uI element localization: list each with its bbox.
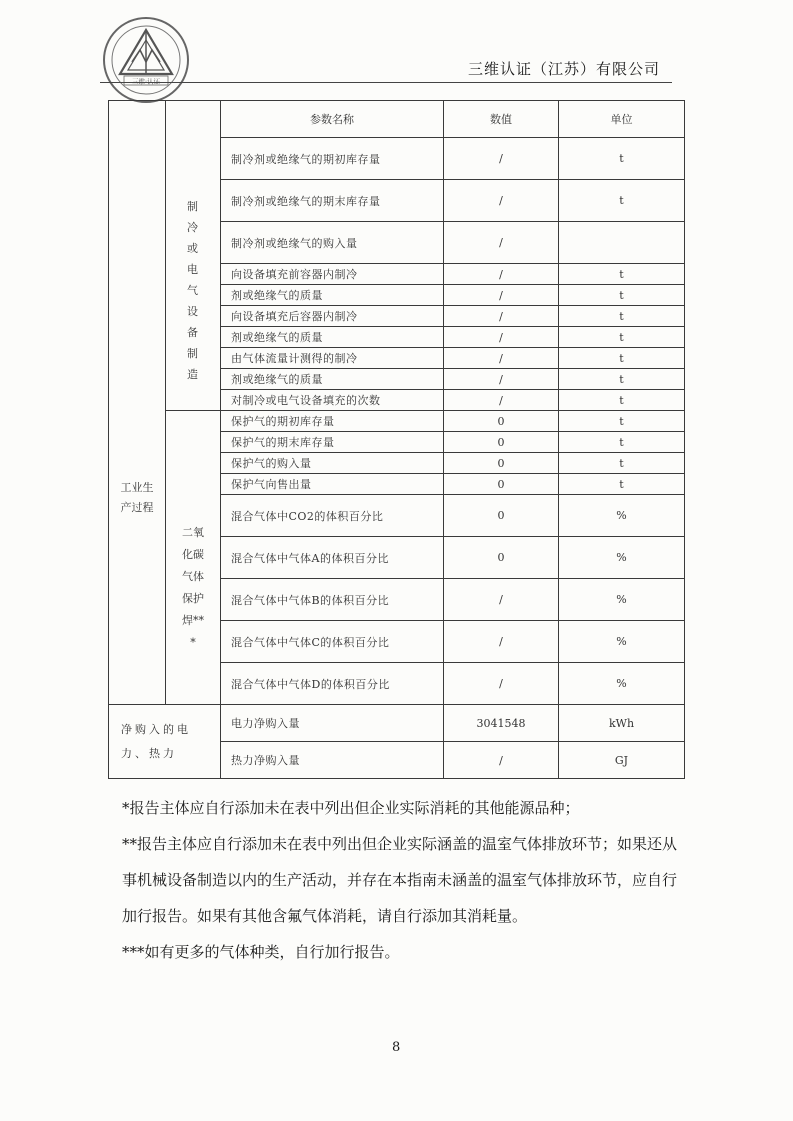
footnote-1: *报告主体应自行添加未在表中列出但企业实际消耗的其他能源品种； [122, 799, 580, 817]
header-rule [100, 82, 672, 83]
table-row: 向设备填充后容器内制冷 / t [109, 306, 685, 327]
col-header-param: 参数名称 [221, 101, 444, 138]
table-row: 制冷剂或绝缘气的期初库存量 / t [109, 138, 685, 180]
footnotes [122, 790, 682, 970]
footnote-2: **报告主体应自行添加未在表中列出但企业实际涵盖的温室气体排放环节；如果还从事机械设备制造以内的生产活动，并存在本指南未涵盖的温室气体排放环节，应自行加行报告。如果有其他含氟气体消耗，请自行添加其消耗量。 [122, 835, 678, 925]
table-row: 剂或绝缘气的质量 / t [109, 285, 685, 306]
table-row: 制冷剂或绝缘气的购入量 / [109, 222, 685, 264]
company-logo-seal [100, 14, 192, 106]
table-row: 混合气体中气体C的体积百分比 / % [109, 621, 685, 663]
table-row: 混合气体中气体B的体积百分比 / % [109, 579, 685, 621]
category-purchased-energy: 净购入的电力、热力 [109, 705, 221, 779]
table-row: 对制冷或电气设备填充的次数 / t [109, 390, 685, 411]
table-row: 混合气体中CO2的体积百分比 0 % [109, 495, 685, 537]
group-refrigeration: 制冷或电气设备制造 [166, 101, 221, 411]
parameter-table [108, 100, 685, 779]
table-row: 剂或绝缘气的质量 / t [109, 369, 685, 390]
table-row: 混合气体中气体D的体积百分比 / % [109, 663, 685, 705]
logo-text [132, 77, 161, 86]
table-row: 剂或绝缘气的质量 / t [109, 327, 685, 348]
col-header-unit: 单位 [559, 101, 685, 138]
table-row: 二氧化碳气体保护焊*** 保护气的期初库存量 0 t [109, 411, 685, 432]
group-co2-welding: 二氧化碳气体保护焊*** [166, 411, 221, 705]
table-row: 保护气的期末库存量 0 t [109, 432, 685, 453]
table-row: 混合气体中气体A的体积百分比 0 % [109, 537, 685, 579]
table-row: 保护气向售出量 0 t [109, 474, 685, 495]
page-number: 8 [392, 1040, 401, 1055]
table-row: 向设备填充前容器内制冷 / t [109, 264, 685, 285]
company-name: 三维认证（江苏）有限公司 [468, 60, 661, 78]
table-row: 由气体流量计测得的制冷 / t [109, 348, 685, 369]
table-row: 净购入的电力、热力 电力净购入量 3041548 kWh [109, 705, 685, 742]
table-row: 制冷剂或绝缘气的期末库存量 / t [109, 180, 685, 222]
col-header-value: 数值 [444, 101, 559, 138]
footnote-3: ***如有更多的气体种类，自行加行报告。 [122, 943, 400, 961]
table-header-row [109, 101, 685, 138]
category-industrial-process: 工业生产过程 [109, 101, 166, 705]
table-row: 保护气的购入量 0 t [109, 453, 685, 474]
table-row: 热力净购入量 / GJ [109, 742, 685, 779]
